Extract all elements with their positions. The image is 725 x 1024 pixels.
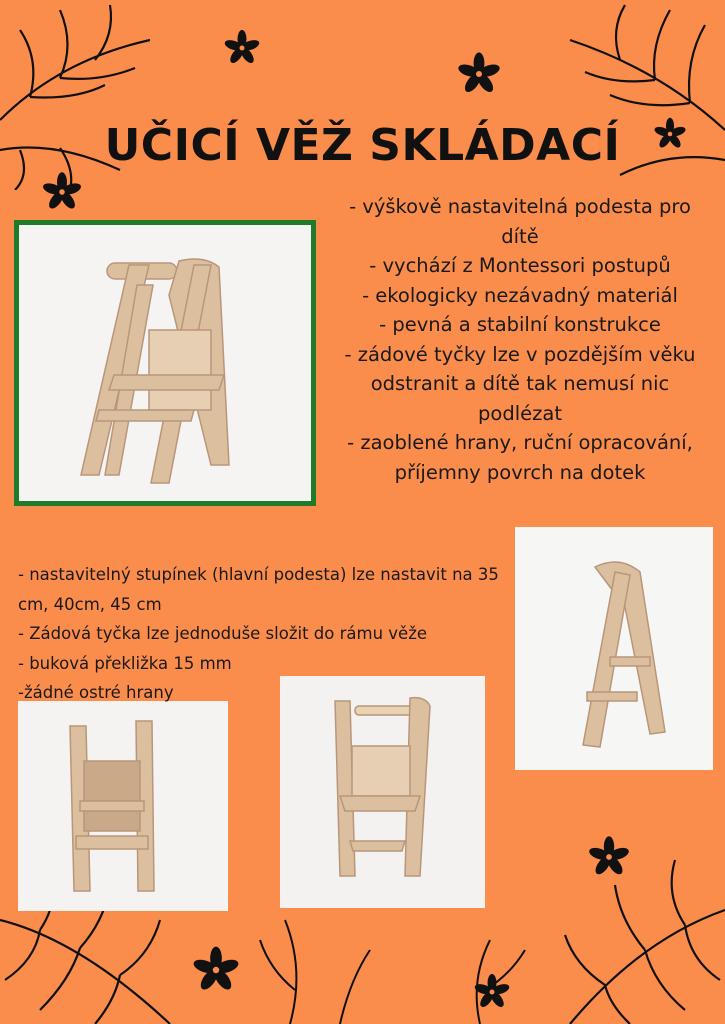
list-item: - ekologicky nezávadný materiál — [362, 283, 678, 307]
flower-icon — [455, 50, 503, 98]
flower-icon — [472, 972, 512, 1012]
product-photo-rear — [18, 701, 228, 911]
list-item: - buková překližka 15 mm — [18, 653, 232, 673]
list-item: - pevná a stabilní konstrukce — [379, 313, 661, 336]
product-photo-folded-side — [515, 527, 713, 770]
list-item: -žádné ostré hrany — [18, 683, 174, 702]
feature-list — [330, 192, 710, 487]
learning-tower-image — [19, 225, 311, 501]
list-item: - výškově nastavitelná podesta pro dítě — [349, 195, 691, 248]
page-title: UČICÍ VĚŽ SKLÁDACÍ — [104, 120, 621, 171]
folded-tower-side-image — [515, 527, 713, 770]
list-item: - zádové tyčky lze v pozdějším věku odstranit a dítě tak nemusí nic podlézat — [344, 342, 696, 425]
product-photo-tower — [14, 220, 316, 506]
leaves-bottom-right-decoration — [540, 850, 725, 1024]
list-item: - nastavitelný stupínek (hlavní podesta) lze nastavit na 35 cm, 40cm, 45 cm — [18, 565, 499, 614]
flower-icon — [586, 834, 632, 880]
list-item: - Zádová tyčka lze jednoduše složit do rámu věže — [18, 624, 428, 643]
list-item: - vychází z Montessori postupů — [369, 254, 671, 277]
learning-tower-front-image — [280, 676, 485, 908]
list-item: - zaoblené hrany, ruční opracování, příjemny povrch na dotek — [347, 431, 693, 484]
product-photo-front — [280, 676, 485, 908]
flower-icon — [40, 170, 84, 214]
flower-icon — [222, 28, 262, 68]
spec-list — [18, 560, 508, 708]
flower-icon — [190, 944, 242, 996]
learning-tower-rear-image — [18, 701, 228, 911]
